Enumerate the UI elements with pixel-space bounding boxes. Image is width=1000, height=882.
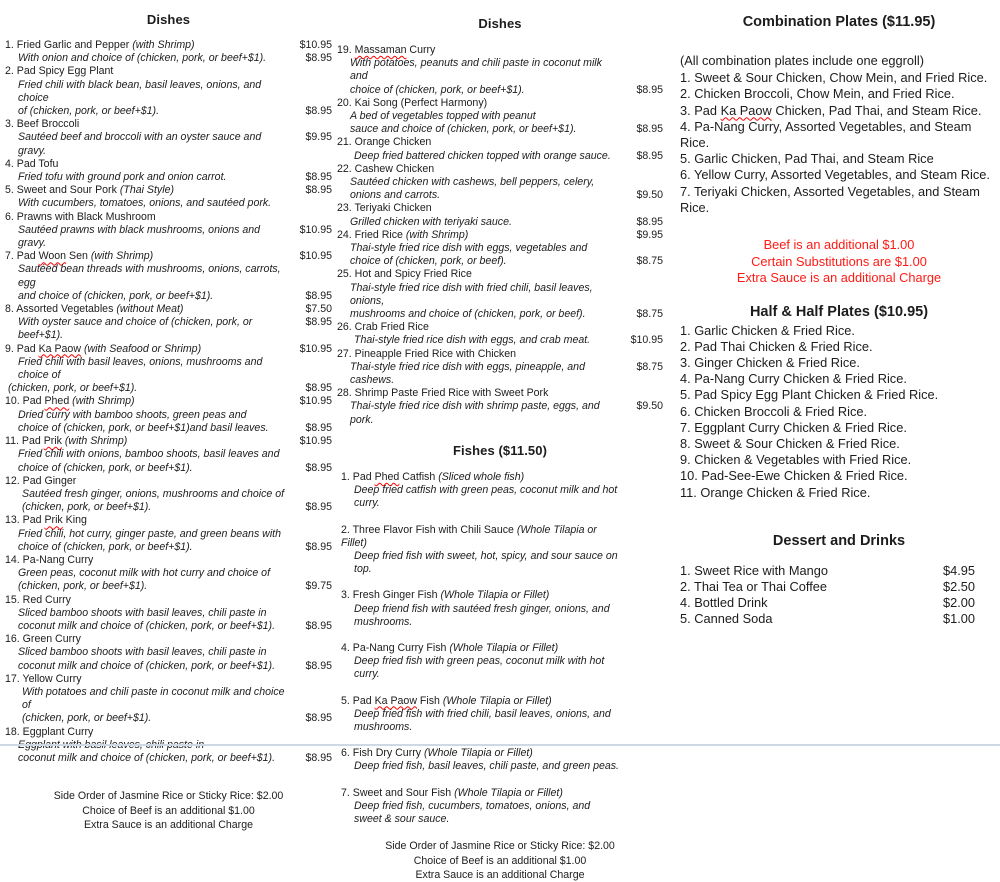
menu-item	[337, 229, 663, 269]
dessert-item-name: 2. Thai Tea or Thai Coffee	[680, 578, 828, 594]
item-description: Deep fried fish, basil leaves, chili paste, and green peas.	[354, 760, 619, 773]
spellcheck-squiggle: Massaman	[354, 44, 407, 56]
item-description: Fried tofu with ground pork and onion carrot. $8.95	[18, 171, 332, 184]
item-price: $8.95	[305, 540, 332, 553]
half-plate-item: 1. Garlic Chicken & Fried Rice.	[680, 322, 855, 338]
item-title-note: (Whole Tilapia or Fillet)	[424, 747, 533, 760]
item-description: Grilled chicken with teriyaki sauce. $8.95	[350, 215, 663, 228]
item-description: Fried chili with black bean, basil leaves, onions, and choice	[18, 78, 262, 104]
item-title: 2. Pad Spicy Egg Plant	[5, 65, 114, 78]
item-price: $7.50	[305, 303, 332, 316]
item-description: With oyster sauce and choice of (chicken, pork, or beef+$1). $8.95	[18, 316, 332, 342]
item-title: 4. Pa-Nang Curry Fish (Whole Tilapia or Fillet)	[341, 641, 559, 654]
menu-item	[5, 39, 332, 65]
item-description: Fried chili with basil leaves, onions, mushrooms and choice of	[18, 355, 263, 382]
spellcheck-squiggle: Ka Paow	[374, 694, 417, 707]
item-description: choice of (chicken, pork, or beef+$1). $8.95	[18, 461, 332, 474]
dessert-item	[678, 611, 1000, 627]
item-title: 13. Pad Prik King	[5, 514, 87, 527]
menu-item	[341, 471, 663, 511]
section-header-fishes: Fishes ($11.50)	[453, 442, 547, 458]
spellcheck-squiggle: Ka Paow	[38, 342, 81, 355]
item-title-note: (Whole Tilapia or Fillet)	[341, 523, 597, 549]
item-price: $10.95	[299, 435, 332, 448]
item-title-note: (Whole Tilapia or Fillet)	[440, 589, 550, 602]
item-title: 12. Pad Ginger	[5, 474, 77, 487]
item-price: $8.95	[305, 659, 332, 672]
item-title: 10. Pad Phed (with Shrimp) $10.95	[5, 395, 332, 408]
item-title-note: (Whole Tilapia or Fillet)	[449, 641, 559, 654]
combination-item: 6. Yellow Curry, Assorted Vegetables, and Steam Rice.	[680, 167, 990, 183]
item-title-note: (Whole Tilapia or Fillet)	[454, 786, 563, 799]
menu-column-dishes-left	[5, 0, 332, 831]
menu-item	[5, 303, 332, 343]
item-description: choice of (chicken, pork, or beef+$1)and basil leaves. $8.95	[18, 421, 332, 434]
item-description: (chicken, pork, or beef+$1). $8.95	[22, 501, 332, 514]
combination-intro: (All combination plates include one eggroll)	[680, 53, 924, 68]
menu-item	[5, 118, 332, 158]
item-description: Deep fried fish with sweet, hot, spicy, and sour sauce on top.	[354, 549, 618, 576]
menu-item	[337, 321, 663, 347]
item-description: (chicken, pork, or beef+$1). $9.75	[18, 580, 332, 593]
item-price: $9.50	[636, 400, 663, 413]
item-title-note: (with Shrimp)	[64, 435, 128, 448]
item-price: $10.95	[299, 223, 332, 236]
item-price: $9.95	[636, 228, 663, 241]
item-price: $8.95	[305, 52, 332, 65]
item-price: $8.95	[305, 712, 332, 725]
item-title: 16. Green Curry	[5, 633, 81, 646]
item-title-note: (with Seafood or Shrimp)	[83, 342, 202, 355]
menu-item	[5, 158, 332, 184]
item-title: 4. Pad Tofu	[5, 157, 59, 170]
menu-item	[337, 97, 663, 137]
item-title: 25. Hot and Spicy Fried Rice	[337, 268, 472, 281]
item-title: 27. Pineapple Fried Rice with Chicken	[337, 347, 517, 360]
combination-item: 4. Pa-Nang Curry, Assorted Vegetables, and Steam Rice.	[680, 118, 972, 151]
item-title: 23. Teriyaki Chicken	[337, 202, 432, 215]
item-price: $8.95	[636, 149, 663, 162]
item-description: Dried curry with bamboo shoots, green peas and	[18, 408, 247, 421]
dessert-item	[678, 579, 1000, 595]
item-price: $8.95	[305, 184, 332, 197]
item-title: 1. Fried Garlic and Pepper (with Shrimp) $10.95	[5, 39, 332, 51]
item-description: Sautéed beef and broccoli with an oyster sauce and gravy. $9.95	[18, 131, 332, 157]
combination-item: 1. Sweet & Sour Chicken, Chow Mein, and Fried Rice.	[680, 70, 988, 86]
item-price: $8.95	[305, 751, 332, 764]
menu-item	[337, 136, 663, 162]
item-title-note: (with Shrimp)	[72, 395, 135, 408]
fish-list	[337, 471, 663, 826]
spellcheck-squiggle: Phed	[44, 395, 70, 408]
menu-item	[5, 343, 332, 396]
menu-item	[341, 589, 663, 629]
item-description: onions and carrots. $9.50	[350, 189, 663, 202]
footer-line: Choice of Beef is an additional $1.00	[82, 804, 255, 817]
red-note-line: Beef is an additional $1.00	[763, 237, 915, 253]
item-price: $8.95	[305, 461, 332, 474]
item-title: 6. Fish Dry Curry (Whole Tilapia or Fillet)	[341, 747, 533, 760]
item-price: $4.95	[942, 562, 975, 578]
item-title: 5. Pad Ka Paow Fish (Whole Tilapia or Fillet)	[341, 694, 552, 707]
menu-item	[341, 524, 663, 577]
dessert-item-name: 1. Sweet Rice with Mango	[680, 562, 828, 578]
item-description: choice of (chicken, pork, or beef+$1). $8.95	[350, 83, 663, 96]
half-plate-item: 9. Chicken & Vegetables with Fried Rice.	[680, 452, 912, 468]
item-title: 3. Fresh Ginger Fish (Whole Tilapia or Fillet)	[341, 589, 550, 602]
item-price: $10.95	[299, 342, 332, 355]
item-title: 6. Prawns with Black Mushroom	[5, 210, 156, 223]
half-plate-item: 11. Orange Chicken & Fried Rice.	[680, 484, 871, 500]
menu-item	[5, 673, 332, 726]
footer-line: Extra Sauce is an additional Charge	[83, 818, 253, 831]
half-plate-item: 4. Pa-Nang Curry Chicken & Fried Rice.	[680, 371, 907, 387]
item-title: 7. Sweet and Sour Fish (Whole Tilapia or Fillet)	[341, 786, 563, 799]
spellcheck-squiggle: Phed	[374, 470, 400, 483]
item-description: Deep friend fish with sautéed fresh ginger, onions, and mushrooms.	[354, 602, 610, 628]
item-description: coconut milk and choice of (chicken, pork, or beef+$1). $8.95	[18, 659, 332, 672]
section-header-dessert: Dessert and Drinks	[772, 532, 906, 549]
item-description: coconut milk and choice of (chicken, pork, or beef+$1). $8.95	[18, 751, 332, 764]
item-price: $10.95	[630, 334, 663, 347]
item-title-note: (with Shrimp)	[405, 228, 469, 241]
menu-item	[5, 435, 332, 475]
item-price: $10.95	[299, 395, 332, 408]
section-header-dishes-left: Dishes	[146, 12, 191, 27]
item-description: Deep fried catfish with green peas, coconut milk and hot curry.	[354, 484, 618, 510]
item-price: $8.75	[636, 308, 663, 321]
item-price: $8.95	[305, 619, 332, 632]
menu-item	[341, 787, 663, 827]
item-description: Thai-style fried rice dish with eggs, pineapple, and cashews. $8.75	[350, 360, 663, 387]
item-price: $8.95	[305, 171, 332, 184]
menu-item	[341, 695, 663, 735]
dish-list-left	[5, 39, 332, 765]
menu-item	[5, 514, 332, 554]
menu-item	[337, 202, 663, 228]
dessert-list	[678, 563, 1000, 628]
menu-item	[5, 395, 332, 435]
item-description: Green peas, coconut milk with hot curry and choice of	[18, 567, 271, 580]
item-title: 7. Pad Woon Sen (with Shrimp) $10.95	[5, 250, 332, 263]
item-price: $10.95	[299, 250, 332, 263]
menu-item	[5, 554, 332, 594]
item-title: 8. Assorted Vegetables (without Meat) $7.50	[5, 303, 332, 316]
menu-item	[337, 348, 663, 388]
item-title: 9. Pad Ka Paow (with Seafood or Shrimp) $10.95	[5, 342, 332, 355]
item-title: 21. Orange Chicken	[337, 136, 432, 149]
column-footer-middle	[337, 839, 663, 882]
item-price: $2.50	[942, 578, 975, 594]
item-description: Thai-style fried rice dish with shrimp paste, eggs, and pork. $9.50	[350, 400, 663, 426]
half-plate-item: 10. Pad-See-Ewe Chicken & Fried Rice.	[680, 468, 908, 484]
menu-item	[341, 642, 663, 682]
dessert-item	[678, 563, 1000, 579]
item-description: Fried chili, hot curry, ginger paste, and green beans with	[18, 527, 282, 540]
red-note-line: Extra Sauce is an additional Charge	[736, 270, 942, 286]
item-price: $10.95	[299, 39, 332, 51]
combination-item: 3. Pad Ka Paow Chicken, Pad Thai, and Steam Rice.	[680, 102, 982, 118]
item-price: $8.95	[305, 105, 332, 118]
item-title: 11. Pad Prik (with Shrimp) $10.95	[5, 435, 332, 448]
item-description: Sautéed prawns with black mushrooms, onions and gravy. $10.95	[18, 223, 332, 250]
item-title: 24. Fried Rice (with Shrimp) $9.95	[337, 228, 663, 241]
item-description: Sautéed chicken with cashews, bell peppers, celery,	[350, 176, 595, 189]
half-plate-item: 8. Sweet & Sour Chicken & Fried Rice.	[680, 435, 900, 451]
item-description: mushrooms and choice of (chicken, pork, or beef). $8.75	[350, 308, 663, 321]
half-plate-item: 5. Pad Spicy Egg Plant Chicken & Fried Rice.	[680, 387, 939, 403]
item-price: $2.00	[942, 595, 975, 611]
item-description: With potatoes and chili paste in coconut milk and choice of	[22, 685, 285, 712]
item-description: and choice of (chicken, pork, or beef+$1). $8.95	[18, 289, 332, 302]
half-plate-item: 6. Chicken Broccoli & Fried Rice.	[680, 403, 868, 419]
item-title: 5. Sweet and Sour Pork (Thai Style) $8.95	[5, 184, 332, 197]
menu-item	[5, 633, 332, 673]
item-description: With cucumbers, tomatoes, onions, and sautéed pork.	[18, 197, 272, 210]
item-price: $1.00	[942, 611, 975, 627]
item-price: $8.95	[636, 83, 663, 96]
menu-item	[5, 250, 332, 303]
item-price: $8.95	[305, 382, 332, 395]
section-header-half-plates: Half & Half Plates ($10.95)	[749, 303, 929, 320]
menu-item	[5, 475, 332, 515]
item-description: Sautéed fresh ginger, onions, mushrooms and choice of	[22, 487, 285, 500]
combination-item: 7. Teriyaki Chicken, Assorted Vegetables, and Steam Rice.	[680, 183, 980, 215]
page-bottom-rule	[0, 744, 1000, 746]
item-title: 2. Three Flavor Fish with Chili Sauce (Whole Tilapia or Fillet)	[341, 523, 597, 549]
menu-item	[337, 163, 663, 203]
spellcheck-squiggle: Prik	[43, 435, 62, 448]
item-description: (chicken, pork, or beef+$1). $8.95	[22, 712, 332, 725]
item-title: 20. Kai Song (Perfect Harmony)	[337, 96, 488, 109]
half-plate-item: 2. Pad Thai Chicken & Fried Rice.	[680, 338, 873, 354]
half-plate-item: 7. Eggplant Curry Chicken & Fried Rice.	[680, 419, 907, 435]
item-price: $8.95	[305, 501, 332, 514]
menu-item	[337, 387, 663, 427]
item-description: Fried chili with onions, bamboo shoots, basil leaves and	[18, 448, 280, 461]
item-title: 17. Yellow Curry	[5, 672, 82, 685]
item-description: choice of (chicken, pork, or beef+$1). $8.95	[18, 540, 332, 553]
item-description: Deep fried fish with green peas, coconut milk with hot curry.	[354, 655, 605, 681]
item-price: $9.75	[305, 580, 332, 593]
item-description: Sliced bamboo shoots with basil leaves, chili paste in	[18, 606, 267, 619]
menu-item	[337, 268, 663, 321]
item-description: Deep fried fish with fried chili, basil leaves, onions, and mushrooms.	[354, 707, 611, 733]
item-title-note: (with Shrimp)	[132, 39, 195, 51]
item-description: sauce and choice of (chicken, pork, or beef+$1). $8.95	[350, 123, 663, 136]
item-description: (chicken, pork, or beef+$1). $8.95	[8, 382, 332, 395]
item-description: Thai-style fried rice dish with fried chili, basil leaves, onions,	[350, 281, 593, 307]
item-title-note: (without Meat)	[116, 303, 184, 316]
item-price: $8.95	[305, 289, 332, 302]
item-description: Thai-style fried rice dish with eggs, vegetables and	[350, 242, 588, 255]
item-title-note: (Whole Tilapia or Fillet)	[442, 694, 552, 707]
item-description: choice of (chicken, pork, or beef). $8.75	[350, 255, 663, 268]
item-price: $8.95	[305, 316, 332, 329]
dish-list-middle	[337, 44, 663, 427]
footer-line: Side Order of Jasmine Rice or Sticky Rice: $2.00	[385, 840, 615, 853]
half-plate-item: 3. Ginger Chicken & Fried Rice.	[680, 354, 860, 370]
menu-item	[5, 211, 332, 251]
item-price: $9.95	[305, 131, 332, 144]
item-price: $9.50	[636, 189, 663, 202]
item-title: 1. Pad Phed Catfish (Sliced whole fish)	[341, 470, 525, 483]
column-footer-left	[5, 789, 332, 832]
item-title: 3. Beef Broccoli	[5, 118, 80, 131]
footer-line: Side Order of Jasmine Rice or Sticky Rice: $2.00	[53, 790, 284, 803]
red-notes	[678, 237, 1000, 287]
item-description: Sliced bamboo shoots with basil leaves, chili paste in	[18, 646, 267, 659]
item-title: 22. Cashew Chicken	[337, 162, 435, 175]
menu-item	[337, 44, 663, 97]
section-header-combination-plates: Combination Plates ($11.95)	[742, 14, 936, 30]
item-description: A bed of vegetables topped with peanut	[350, 110, 536, 123]
dessert-item	[678, 595, 1000, 611]
item-description: of (chicken, pork, or beef+$1). $8.95	[18, 105, 332, 118]
item-title: 26. Crab Fried Rice	[337, 321, 429, 334]
spellcheck-squiggle: Ka Paow	[720, 102, 772, 118]
spellcheck-squiggle: Woon	[38, 250, 67, 263]
dessert-item-name: 5. Canned Soda	[680, 611, 773, 627]
red-note-line: Certain Substitutions are $1.00	[751, 253, 927, 269]
menu-column-dishes-middle	[337, 0, 663, 881]
item-title: 28. Shrimp Paste Fried Rice with Sweet Pork	[337, 387, 549, 400]
item-title: 18. Eggplant Curry	[5, 725, 94, 738]
item-price: $8.95	[305, 421, 332, 434]
item-title-note: (Thai Style)	[119, 184, 175, 197]
spellcheck-squiggle: Prik	[44, 514, 63, 527]
menu-item	[5, 65, 332, 118]
menu-column-right	[678, 0, 1000, 763]
dessert-item-name: 4. Bottled Drink	[680, 595, 768, 611]
half-plate-list	[678, 323, 1000, 501]
item-title: 19. Massaman Curry	[337, 44, 436, 56]
item-title: 14. Pa-Nang Curry	[5, 553, 94, 566]
item-description: With onion and choice of (chicken, pork, or beef+$1). $8.95	[18, 52, 332, 65]
footer-line: Choice of Beef is an additional $1.00	[413, 854, 587, 867]
item-description: Sautéed bean threads with mushrooms, onions, carrots, egg	[18, 263, 281, 289]
combination-item: 2. Chicken Broccoli, Chow Mein, and Fried Rice.	[680, 86, 955, 102]
item-price: $8.95	[636, 123, 663, 136]
menu-item	[341, 747, 663, 773]
item-description: Deep fried battered chicken topped with orange sauce. $8.95	[354, 149, 663, 162]
item-title-note: (with Shrimp)	[90, 250, 154, 263]
section-header-dishes-middle: Dishes	[478, 16, 522, 31]
item-price: $8.95	[636, 215, 663, 228]
item-title: 15. Red Curry	[5, 593, 71, 606]
item-price: $8.75	[636, 255, 663, 268]
item-title-note: (Sliced whole fish)	[438, 470, 525, 483]
item-price: $8.75	[636, 360, 663, 373]
item-description: With potatoes, peanuts and chili paste in coconut milk and	[350, 57, 602, 83]
item-description: coconut milk and choice of (chicken, pork, or beef+$1). $8.95	[18, 619, 332, 632]
menu-item	[5, 594, 332, 634]
combination-item: 5. Garlic Chicken, Pad Thai, and Steam Rice	[680, 151, 934, 167]
item-description: Thai-style fried rice dish with eggs, and crab meat. $10.95	[354, 334, 663, 347]
footer-line: Extra Sauce is an additional Charge	[415, 868, 585, 881]
combination-list	[678, 70, 1000, 216]
item-description: Deep fried fish, cucumbers, tomatoes, onions, and sweet & sour sauce.	[354, 799, 591, 825]
menu-item	[5, 184, 332, 210]
